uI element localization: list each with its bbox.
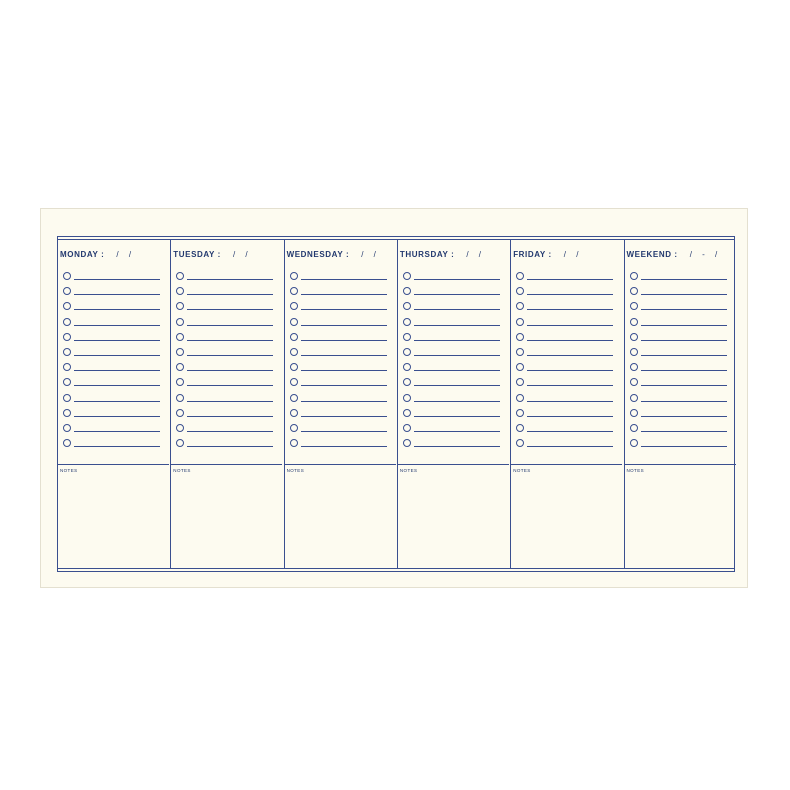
task-row (63, 271, 163, 286)
task-line[interactable] (527, 340, 613, 341)
task-line[interactable] (527, 401, 613, 402)
task-row (290, 286, 390, 301)
task-line[interactable] (187, 340, 273, 341)
checkbox-circle-icon[interactable] (290, 378, 298, 386)
checkbox-circle-icon[interactable] (290, 363, 298, 371)
checkbox-circle-icon[interactable] (176, 333, 184, 341)
day-name: WEEKEND : (626, 250, 678, 259)
task-line[interactable] (641, 355, 727, 356)
task-row (403, 377, 503, 392)
checkbox-circle-icon[interactable] (630, 409, 638, 417)
notes-label: NOTES (513, 468, 531, 473)
checkbox-circle-icon[interactable] (63, 348, 71, 356)
day-title (287, 250, 380, 259)
checkbox-circle-icon[interactable] (63, 409, 71, 417)
checkbox-circle-icon[interactable] (63, 272, 71, 280)
notes-separator (57, 464, 169, 465)
task-line[interactable] (527, 309, 613, 310)
task-row (403, 438, 503, 453)
checkbox-circle-icon[interactable] (176, 287, 184, 295)
day-date[interactable]: / / (361, 250, 380, 259)
task-line[interactable] (414, 385, 500, 386)
checkbox-circle-icon[interactable] (630, 318, 638, 326)
notes-label: NOTES (173, 468, 191, 473)
checkbox-circle-icon[interactable] (516, 272, 524, 280)
task-line[interactable] (301, 294, 387, 295)
task-line[interactable] (414, 416, 500, 417)
notes-label: NOTES (286, 468, 305, 473)
task-row (403, 362, 503, 377)
task-row (630, 271, 730, 286)
task-list (630, 271, 730, 453)
checkbox-circle-icon[interactable] (176, 424, 184, 432)
task-line[interactable] (414, 401, 500, 402)
task-row (403, 408, 503, 423)
checkbox-circle-icon[interactable] (63, 287, 71, 295)
checkbox-circle-icon[interactable] (403, 394, 411, 402)
task-list (290, 271, 390, 453)
checkbox-circle-icon[interactable] (630, 378, 638, 386)
task-line[interactable] (641, 401, 727, 402)
checkbox-circle-icon[interactable] (403, 409, 411, 417)
task-line[interactable] (414, 309, 500, 310)
day-title (513, 250, 582, 259)
task-row (516, 362, 616, 377)
day-name: TUESDAY : (173, 250, 221, 259)
checkbox-circle-icon[interactable] (176, 302, 184, 310)
checkbox-circle-icon[interactable] (290, 394, 298, 402)
task-line[interactable] (187, 431, 273, 432)
checkbox-circle-icon[interactable] (290, 302, 298, 310)
task-row (63, 438, 163, 453)
checkbox-circle-icon[interactable] (516, 318, 524, 326)
checkbox-circle-icon[interactable] (630, 439, 638, 447)
checkbox-circle-icon[interactable] (630, 394, 638, 402)
notes-label: NOTES (60, 468, 78, 473)
task-row (630, 377, 730, 392)
checkbox-circle-icon[interactable] (176, 272, 184, 280)
checkbox-circle-icon[interactable] (516, 409, 524, 417)
task-line[interactable] (187, 370, 273, 371)
task-line[interactable] (414, 370, 500, 371)
task-line[interactable] (414, 294, 500, 295)
task-row (176, 347, 276, 362)
task-row (63, 332, 163, 347)
checkbox-circle-icon[interactable] (290, 272, 298, 280)
task-line[interactable] (74, 370, 160, 371)
checkbox-circle-icon[interactable] (516, 302, 524, 310)
checkbox-circle-icon[interactable] (63, 333, 71, 341)
task-line[interactable] (641, 309, 727, 310)
task-line[interactable] (301, 385, 387, 386)
task-line[interactable] (74, 416, 160, 417)
task-row (63, 423, 163, 438)
task-row (516, 286, 616, 301)
task-row (63, 286, 163, 301)
task-row (290, 377, 390, 392)
checkbox-circle-icon[interactable] (516, 394, 524, 402)
task-row (630, 438, 730, 453)
checkbox-circle-icon[interactable] (403, 302, 411, 310)
day-column (510, 240, 622, 568)
task-row (403, 393, 503, 408)
task-line[interactable] (527, 325, 613, 326)
checkbox-circle-icon[interactable] (176, 378, 184, 386)
task-line[interactable] (641, 325, 727, 326)
task-line[interactable] (301, 370, 387, 371)
frame-bottom-rule (57, 568, 735, 572)
task-row (176, 423, 276, 438)
day-column (170, 240, 282, 568)
task-line[interactable] (301, 355, 387, 356)
checkbox-circle-icon[interactable] (63, 424, 71, 432)
task-list (403, 271, 503, 453)
task-row (290, 301, 390, 316)
task-row (290, 408, 390, 423)
task-line[interactable] (301, 446, 387, 447)
checkbox-circle-icon[interactable] (516, 348, 524, 356)
checkbox-circle-icon[interactable] (630, 287, 638, 295)
task-line[interactable] (74, 355, 160, 356)
task-row (63, 362, 163, 377)
checkbox-circle-icon[interactable] (403, 378, 411, 386)
task-row (63, 301, 163, 316)
checkbox-circle-icon[interactable] (290, 409, 298, 417)
task-line[interactable] (414, 340, 500, 341)
task-line[interactable] (527, 446, 613, 447)
task-line[interactable] (527, 355, 613, 356)
checkbox-circle-icon[interactable] (403, 363, 411, 371)
day-name: FRIDAY : (513, 250, 552, 259)
task-row (176, 377, 276, 392)
task-row (63, 317, 163, 332)
task-row (176, 438, 276, 453)
notes-separator (170, 464, 282, 465)
task-line[interactable] (527, 385, 613, 386)
task-line[interactable] (641, 416, 727, 417)
checkbox-circle-icon[interactable] (403, 424, 411, 432)
checkbox-circle-icon[interactable] (403, 272, 411, 280)
task-row (176, 301, 276, 316)
task-row (63, 347, 163, 362)
task-line[interactable] (187, 355, 273, 356)
checkbox-circle-icon[interactable] (63, 318, 71, 326)
task-line[interactable] (187, 325, 273, 326)
task-row (176, 286, 276, 301)
checkbox-circle-icon[interactable] (63, 378, 71, 386)
task-line[interactable] (187, 294, 273, 295)
checkbox-circle-icon[interactable] (63, 439, 71, 447)
task-row (176, 362, 276, 377)
task-row (403, 301, 503, 316)
checkbox-circle-icon[interactable] (630, 333, 638, 341)
task-line[interactable] (74, 401, 160, 402)
notes-label: NOTES (399, 468, 418, 473)
task-line[interactable] (301, 279, 387, 280)
checkbox-circle-icon[interactable] (176, 348, 184, 356)
checkbox-circle-icon[interactable] (630, 272, 638, 280)
task-line[interactable] (187, 385, 273, 386)
checkbox-circle-icon[interactable] (516, 363, 524, 371)
checkbox-circle-icon[interactable] (63, 394, 71, 402)
task-row (63, 408, 163, 423)
notes-separator (284, 464, 396, 465)
task-row (630, 393, 730, 408)
task-row (516, 332, 616, 347)
task-row (176, 317, 276, 332)
checkbox-circle-icon[interactable] (516, 439, 524, 447)
task-line[interactable] (414, 325, 500, 326)
checkbox-circle-icon[interactable] (630, 302, 638, 310)
task-row (630, 332, 730, 347)
task-line[interactable] (74, 325, 160, 326)
task-row (516, 438, 616, 453)
task-row (516, 408, 616, 423)
task-row (516, 271, 616, 286)
task-row (630, 286, 730, 301)
task-line[interactable] (641, 279, 727, 280)
task-row (176, 271, 276, 286)
task-row (63, 393, 163, 408)
task-line[interactable] (74, 309, 160, 310)
checkbox-circle-icon[interactable] (630, 424, 638, 432)
task-line[interactable] (641, 431, 727, 432)
task-line[interactable] (641, 446, 727, 447)
checkbox-circle-icon[interactable] (63, 302, 71, 310)
checkbox-circle-icon[interactable] (403, 348, 411, 356)
task-line[interactable] (527, 431, 613, 432)
task-row (630, 423, 730, 438)
checkbox-circle-icon[interactable] (403, 287, 411, 295)
day-name: WEDNESDAY : (286, 250, 350, 259)
task-line[interactable] (187, 401, 273, 402)
task-row (290, 271, 390, 286)
checkbox-circle-icon[interactable] (176, 409, 184, 417)
task-line[interactable] (641, 340, 727, 341)
day-date[interactable]: / / (232, 250, 252, 259)
task-line[interactable] (74, 446, 160, 447)
task-row (403, 271, 503, 286)
task-row (290, 347, 390, 362)
task-line[interactable] (301, 416, 387, 417)
task-row (403, 317, 503, 332)
day-date[interactable]: / / (466, 250, 486, 259)
task-line[interactable] (74, 294, 160, 295)
checkbox-circle-icon[interactable] (630, 363, 638, 371)
task-row (176, 332, 276, 347)
checkbox-circle-icon[interactable] (176, 439, 184, 447)
task-line[interactable] (74, 431, 160, 432)
task-line[interactable] (414, 446, 500, 447)
task-line[interactable] (527, 416, 613, 417)
task-row (630, 347, 730, 362)
task-line[interactable] (74, 385, 160, 386)
task-line[interactable] (641, 385, 727, 386)
task-row (403, 332, 503, 347)
day-name: MONDAY : (60, 250, 105, 259)
task-line[interactable] (187, 279, 273, 280)
task-row (290, 332, 390, 347)
task-row (516, 317, 616, 332)
task-line[interactable] (527, 370, 613, 371)
checkbox-circle-icon[interactable] (290, 348, 298, 356)
task-row (516, 423, 616, 438)
day-title (173, 250, 251, 259)
day-date[interactable]: / - / (689, 250, 722, 259)
task-row (290, 362, 390, 377)
checkbox-circle-icon[interactable] (516, 378, 524, 386)
task-line[interactable] (301, 431, 387, 432)
checkbox-circle-icon[interactable] (176, 318, 184, 326)
task-row (516, 393, 616, 408)
task-line[interactable] (187, 416, 273, 417)
task-row (290, 438, 390, 453)
checkbox-circle-icon[interactable] (63, 363, 71, 371)
day-date[interactable]: / / (563, 250, 583, 259)
task-line[interactable] (187, 309, 273, 310)
notes-separator (624, 464, 736, 465)
task-list (63, 271, 163, 453)
task-row (290, 423, 390, 438)
task-row (290, 317, 390, 332)
checkbox-circle-icon[interactable] (290, 287, 298, 295)
task-line[interactable] (301, 401, 387, 402)
checkbox-circle-icon[interactable] (516, 333, 524, 341)
checkbox-circle-icon[interactable] (290, 439, 298, 447)
task-row (290, 393, 390, 408)
task-row (630, 362, 730, 377)
task-list (516, 271, 616, 453)
task-row (403, 286, 503, 301)
task-line[interactable] (74, 340, 160, 341)
day-column (57, 240, 169, 568)
task-row (630, 408, 730, 423)
task-row (403, 347, 503, 362)
notes-label: NOTES (626, 468, 645, 473)
task-row (63, 377, 163, 392)
task-list (176, 271, 276, 453)
task-line[interactable] (527, 294, 613, 295)
checkbox-circle-icon[interactable] (403, 439, 411, 447)
day-column (397, 240, 509, 568)
task-row (176, 393, 276, 408)
task-line[interactable] (301, 325, 387, 326)
day-title (60, 250, 135, 259)
checkbox-circle-icon[interactable] (403, 318, 411, 326)
task-line[interactable] (301, 309, 387, 310)
task-line[interactable] (414, 431, 500, 432)
task-line[interactable] (301, 340, 387, 341)
checkbox-circle-icon[interactable] (516, 424, 524, 432)
task-line[interactable] (527, 279, 613, 280)
day-column (624, 240, 736, 568)
notes-separator (510, 464, 622, 465)
task-row (516, 377, 616, 392)
checkbox-circle-icon[interactable] (176, 394, 184, 402)
task-line[interactable] (641, 294, 727, 295)
checkbox-circle-icon[interactable] (403, 333, 411, 341)
task-row (403, 423, 503, 438)
task-row (630, 301, 730, 316)
task-line[interactable] (187, 446, 273, 447)
checkbox-circle-icon[interactable] (290, 318, 298, 326)
day-date[interactable]: / / (116, 250, 136, 259)
task-line[interactable] (74, 279, 160, 280)
task-row (516, 347, 616, 362)
task-row (630, 317, 730, 332)
checkbox-circle-icon[interactable] (176, 363, 184, 371)
notes-separator (397, 464, 509, 465)
checkbox-circle-icon[interactable] (290, 424, 298, 432)
checkbox-circle-icon[interactable] (516, 287, 524, 295)
day-name: THURSDAY : (399, 250, 455, 259)
task-row (516, 301, 616, 316)
task-line[interactable] (641, 370, 727, 371)
checkbox-circle-icon[interactable] (630, 348, 638, 356)
day-title (400, 250, 485, 259)
task-line[interactable] (414, 279, 500, 280)
day-column (284, 240, 396, 568)
task-row (176, 408, 276, 423)
task-line[interactable] (414, 355, 500, 356)
day-title (627, 250, 722, 259)
checkbox-circle-icon[interactable] (290, 333, 298, 341)
